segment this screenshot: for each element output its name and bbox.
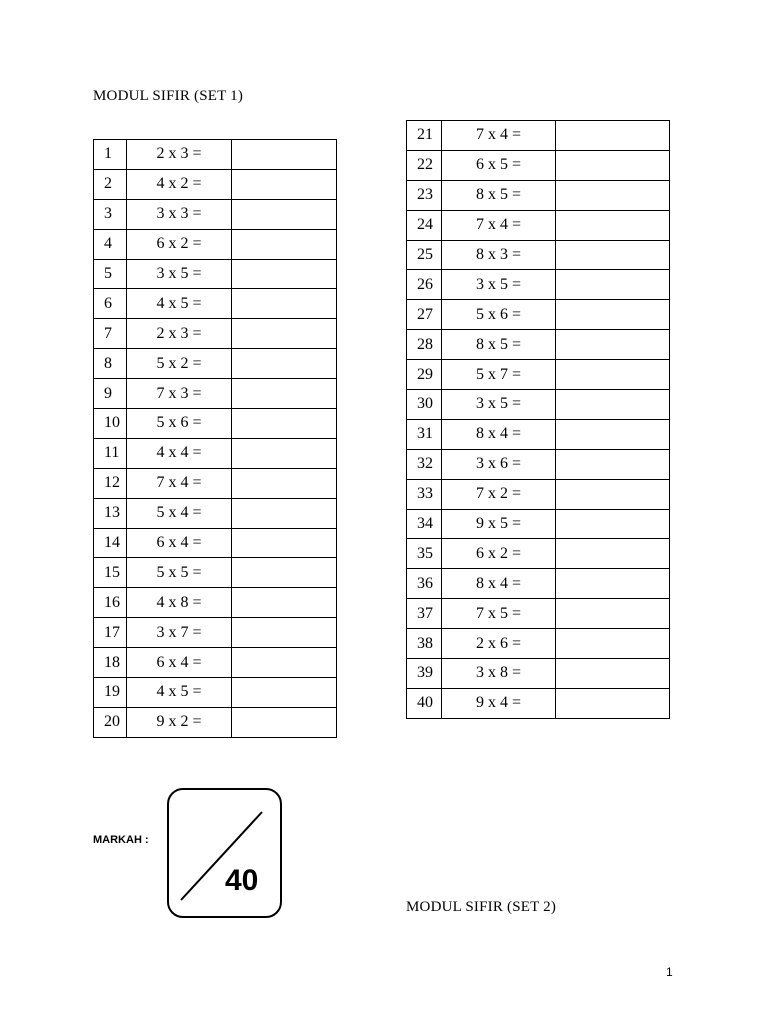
answer-cell[interactable] — [232, 319, 337, 349]
question-text: 5 x 6 = — [442, 300, 556, 330]
question-text: 3 x 5 = — [127, 259, 232, 289]
answer-cell[interactable] — [556, 210, 670, 240]
question-text: 6 x 4 = — [127, 528, 232, 558]
question-text: 4 x 5 = — [127, 678, 232, 708]
answer-cell[interactable] — [556, 509, 670, 539]
question-text: 3 x 8 = — [442, 659, 556, 689]
question-number: 4 — [94, 229, 127, 259]
table-row — [94, 648, 337, 678]
table-row — [407, 479, 670, 509]
question-number: 11 — [94, 438, 127, 468]
answer-cell[interactable] — [556, 599, 670, 629]
table-row — [407, 419, 670, 449]
table-row — [94, 199, 337, 229]
question-text: 3 x 5 = — [442, 270, 556, 300]
answer-cell[interactable] — [232, 498, 337, 528]
table-row — [94, 409, 337, 439]
question-text: 5 x 7 = — [442, 360, 556, 390]
table-row — [407, 688, 670, 718]
table-row — [94, 289, 337, 319]
question-text: 8 x 4 = — [442, 419, 556, 449]
question-text: 7 x 4 = — [442, 210, 556, 240]
table-row — [94, 498, 337, 528]
question-text: 9 x 2 = — [127, 707, 232, 737]
table-row — [407, 270, 670, 300]
question-number: 18 — [94, 648, 127, 678]
answer-cell[interactable] — [556, 449, 670, 479]
question-text: 6 x 2 = — [442, 539, 556, 569]
answer-cell[interactable] — [232, 648, 337, 678]
score-label: MARKAH : — [93, 834, 149, 846]
question-number: 23 — [407, 180, 442, 210]
question-text: 5 x 2 = — [127, 349, 232, 379]
answer-cell[interactable] — [556, 688, 670, 718]
table-row — [407, 300, 670, 330]
score-box — [167, 788, 282, 918]
question-number: 10 — [94, 409, 127, 439]
table-row — [407, 599, 670, 629]
answer-cell[interactable] — [232, 169, 337, 199]
question-number: 3 — [94, 199, 127, 229]
answer-cell[interactable] — [232, 678, 337, 708]
question-text: 7 x 2 = — [442, 479, 556, 509]
answer-cell[interactable] — [232, 558, 337, 588]
answer-cell[interactable] — [556, 360, 670, 390]
table-row — [407, 330, 670, 360]
answer-cell[interactable] — [232, 588, 337, 618]
table-row — [94, 678, 337, 708]
question-number: 5 — [94, 259, 127, 289]
question-number: 31 — [407, 419, 442, 449]
question-text: 2 x 3 = — [127, 140, 232, 170]
answer-cell[interactable] — [232, 468, 337, 498]
question-text: 2 x 3 = — [127, 319, 232, 349]
question-number: 34 — [407, 509, 442, 539]
answer-cell[interactable] — [556, 419, 670, 449]
table-row — [407, 240, 670, 270]
table-row — [94, 468, 337, 498]
answer-cell[interactable] — [556, 150, 670, 180]
question-number: 25 — [407, 240, 442, 270]
table-row — [94, 229, 337, 259]
answer-cell[interactable] — [556, 180, 670, 210]
answer-cell[interactable] — [556, 390, 670, 420]
answer-cell[interactable] — [232, 289, 337, 319]
answer-cell[interactable] — [232, 618, 337, 648]
question-number: 37 — [407, 599, 442, 629]
question-number: 36 — [407, 569, 442, 599]
table-row — [94, 349, 337, 379]
answer-cell[interactable] — [232, 259, 337, 289]
question-number: 8 — [94, 349, 127, 379]
answer-cell[interactable] — [232, 707, 337, 737]
answer-cell[interactable] — [556, 270, 670, 300]
question-text: 7 x 4 = — [442, 121, 556, 151]
question-text: 3 x 3 = — [127, 199, 232, 229]
question-text: 7 x 4 = — [127, 468, 232, 498]
question-number: 29 — [407, 360, 442, 390]
answer-cell[interactable] — [556, 330, 670, 360]
answer-cell[interactable] — [556, 240, 670, 270]
question-number: 27 — [407, 300, 442, 330]
table-row — [407, 569, 670, 599]
question-text: 4 x 4 = — [127, 438, 232, 468]
page-number: 1 — [666, 965, 673, 979]
table-row — [407, 150, 670, 180]
table-row — [407, 629, 670, 659]
answer-cell[interactable] — [556, 539, 670, 569]
question-text: 5 x 4 = — [127, 498, 232, 528]
answer-cell[interactable] — [232, 349, 337, 379]
table-row — [407, 180, 670, 210]
question-text: 6 x 5 = — [442, 150, 556, 180]
answer-cell[interactable] — [232, 409, 337, 439]
answer-cell[interactable] — [556, 479, 670, 509]
question-number: 32 — [407, 449, 442, 479]
question-text: 3 x 6 = — [442, 449, 556, 479]
table-row — [94, 438, 337, 468]
question-number: 21 — [407, 121, 442, 151]
table-row — [94, 707, 337, 737]
question-text: 9 x 4 = — [442, 688, 556, 718]
answer-cell[interactable] — [232, 379, 337, 409]
question-number: 30 — [407, 390, 442, 420]
question-number: 22 — [407, 150, 442, 180]
question-text: 9 x 5 = — [442, 509, 556, 539]
question-number: 19 — [94, 678, 127, 708]
question-number: 39 — [407, 659, 442, 689]
answer-cell[interactable] — [232, 438, 337, 468]
question-number: 17 — [94, 618, 127, 648]
question-number: 40 — [407, 688, 442, 718]
question-number: 26 — [407, 270, 442, 300]
question-number: 14 — [94, 528, 127, 558]
table-row — [94, 169, 337, 199]
question-number: 6 — [94, 289, 127, 319]
multiplication-table-21-40 — [406, 120, 670, 719]
answer-cell[interactable] — [556, 121, 670, 151]
question-text: 7 x 3 = — [127, 379, 232, 409]
question-text: 4 x 5 = — [127, 289, 232, 319]
answer-cell[interactable] — [556, 569, 670, 599]
question-number: 38 — [407, 629, 442, 659]
table-row — [407, 210, 670, 240]
question-number: 7 — [94, 319, 127, 349]
question-number: 16 — [94, 588, 127, 618]
answer-cell[interactable] — [556, 629, 670, 659]
question-number: 24 — [407, 210, 442, 240]
table-row — [94, 618, 337, 648]
set2-title: MODUL SIFIR (SET 2) — [406, 899, 557, 915]
table-row — [94, 140, 337, 170]
table-row — [94, 558, 337, 588]
question-number: 12 — [94, 468, 127, 498]
question-text: 3 x 7 = — [127, 618, 232, 648]
table-row — [407, 360, 670, 390]
question-text: 3 x 5 = — [442, 390, 556, 420]
table-row — [407, 449, 670, 479]
question-number: 33 — [407, 479, 442, 509]
table-row — [407, 509, 670, 539]
question-number: 35 — [407, 539, 442, 569]
question-number: 28 — [407, 330, 442, 360]
table-row — [407, 659, 670, 689]
score-slash-icon — [169, 790, 284, 920]
table-row — [94, 588, 337, 618]
table-row — [94, 528, 337, 558]
question-text: 8 x 5 = — [442, 180, 556, 210]
question-text: 8 x 5 = — [442, 330, 556, 360]
answer-cell[interactable] — [232, 229, 337, 259]
answer-cell[interactable] — [556, 659, 670, 689]
question-text: 8 x 3 = — [442, 240, 556, 270]
question-text: 6 x 4 = — [127, 648, 232, 678]
question-number: 13 — [94, 498, 127, 528]
question-text: 5 x 6 = — [127, 409, 232, 439]
answer-cell[interactable] — [232, 528, 337, 558]
question-text: 2 x 6 = — [442, 629, 556, 659]
table-row — [407, 121, 670, 151]
question-number: 9 — [94, 379, 127, 409]
table-row — [94, 259, 337, 289]
question-number: 15 — [94, 558, 127, 588]
question-text: 4 x 8 = — [127, 588, 232, 618]
table-row — [94, 319, 337, 349]
table-row — [94, 379, 337, 409]
score-total: 40 — [225, 864, 259, 897]
answer-cell[interactable] — [232, 199, 337, 229]
answer-cell[interactable] — [556, 300, 670, 330]
table-row — [407, 539, 670, 569]
question-text: 8 x 4 = — [442, 569, 556, 599]
question-number: 20 — [94, 707, 127, 737]
question-text: 4 x 2 = — [127, 169, 232, 199]
question-text: 5 x 5 = — [127, 558, 232, 588]
question-number: 2 — [94, 169, 127, 199]
question-number: 1 — [94, 140, 127, 170]
question-text: 7 x 5 = — [442, 599, 556, 629]
set1-title: MODUL SIFIR (SET 1) — [93, 88, 244, 104]
table-row — [407, 390, 670, 420]
answer-cell[interactable] — [232, 140, 337, 170]
multiplication-table-1-20 — [93, 139, 337, 738]
question-text: 6 x 2 = — [127, 229, 232, 259]
